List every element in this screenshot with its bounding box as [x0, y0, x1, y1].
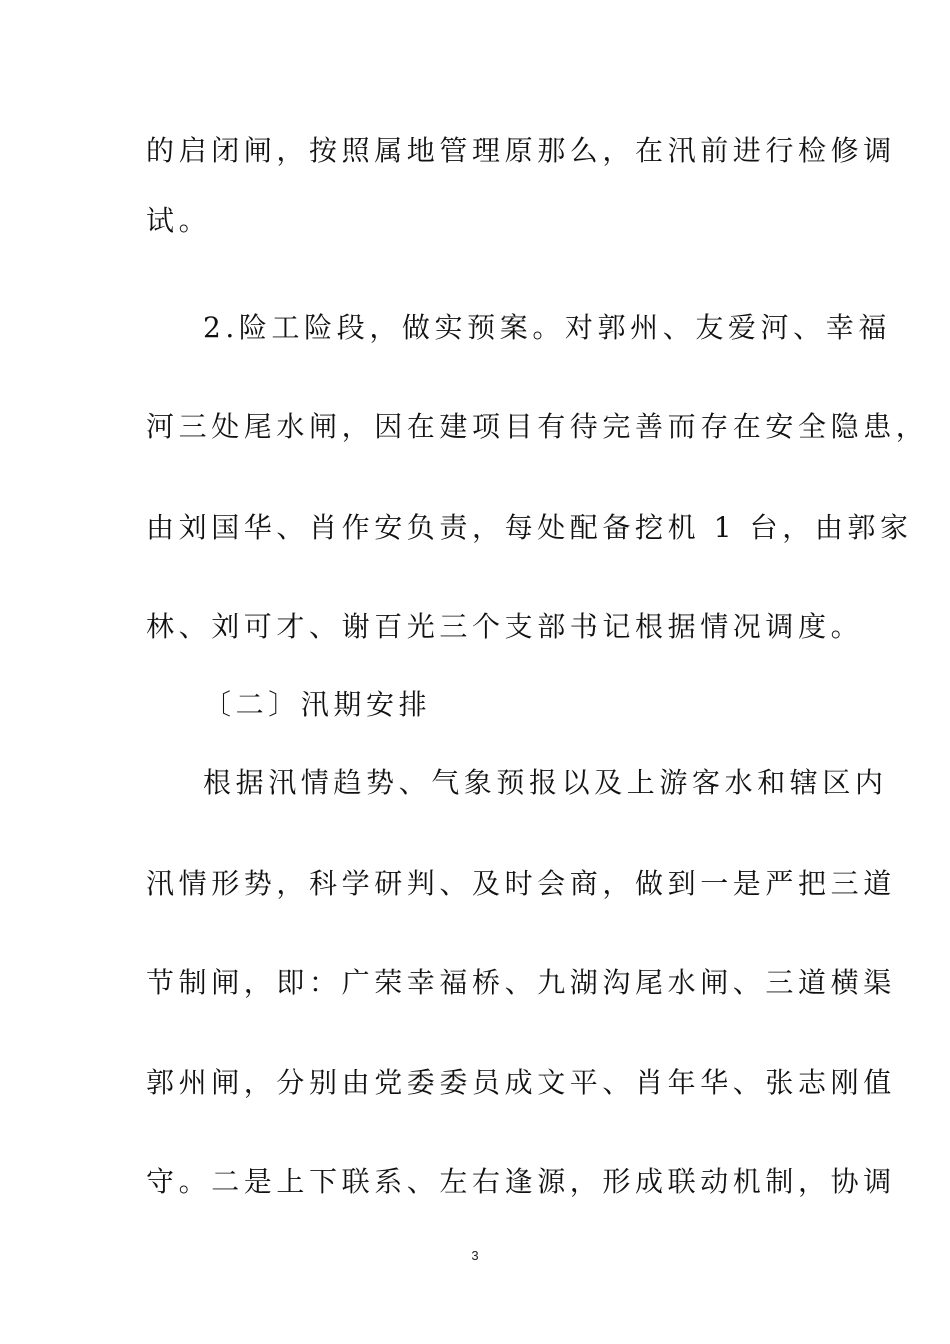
body-text-line: 节制闸，即：广荣幸福桥、九湖沟尾水闸、三道横渠 [146, 966, 896, 999]
body-text-line: 郭州闸，分别由党委委员成文平、肖年华、张志刚值 [146, 1066, 896, 1099]
body-text-line: 由刘国华、肖作安负责，每处配备挖机 1 台，由郭家 [146, 511, 913, 544]
body-text-line: 守。二是上下联系、左右逢源，形成联动机制，协调 [146, 1165, 896, 1198]
body-text-line: 河三处尾水闸，因在建项目有待完善而存在安全隐患， [146, 410, 929, 443]
paragraph-start-line: 根据汛情趋势、气象预报以及上游客水和辖区内 [203, 766, 888, 799]
body-text-line: 试。 [146, 204, 212, 237]
page-number: 3 [471, 1248, 479, 1263]
section-heading: 〔二〕汛期安排 [203, 688, 432, 721]
body-text-line: 的启闭闸，按照属地管理原那么，在汛前进行检修调 [146, 134, 896, 167]
body-text-line: 林、刘可才、谢百光三个支部书记根据情况调度。 [146, 610, 864, 643]
paragraph-start-line: 2.险工险段，做实预案。对郭州、友爱河、幸福 [203, 311, 891, 344]
body-text-line: 汛情形势，科学研判、及时会商，做到一是严把三道 [146, 867, 896, 900]
